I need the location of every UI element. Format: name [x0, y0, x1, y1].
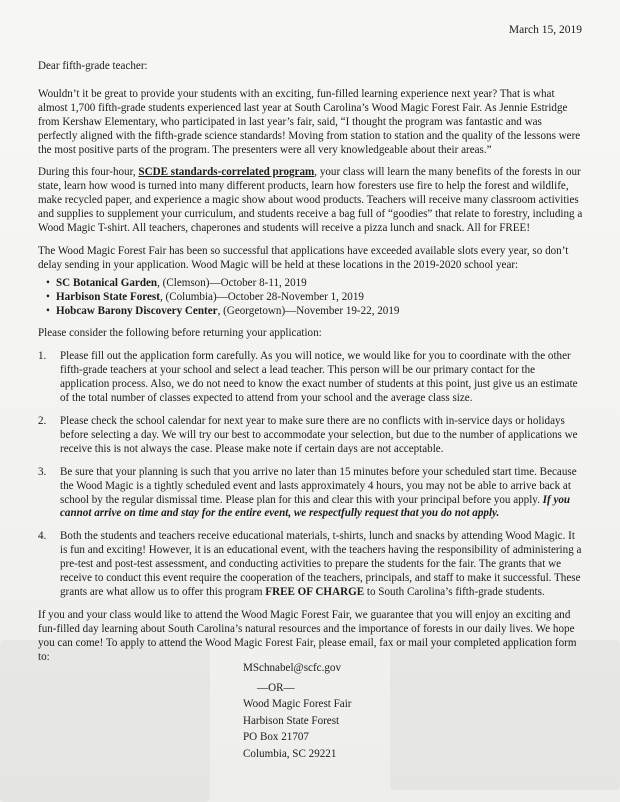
- location-name: Hobcaw Barony Discovery Center: [56, 304, 218, 317]
- address-line: PO Box 21707: [243, 731, 309, 743]
- salutation: Dear fifth-grade teacher:: [38, 60, 148, 72]
- step-text: Please fill out the application form carefully. As you will notice, we would like for you to coordinate with the other fifth-grade teachers at your school and select a lead teacher. This person will be our primary contact for the application process. Also, we do not need to know the exact number of students at this point, just give us an estimate of the total number of classes expected to attend from your school and the average class size.: [60, 350, 578, 405]
- step-item: [38, 466, 584, 522]
- location-detail: , (Clemson)—October 8-11, 2019: [157, 276, 307, 289]
- step-item: [38, 350, 584, 406]
- step-text: Be sure that your planning is such that you arrive no later than 15 minutes before your scheduled start time. Because the Wood Magic is a tightly scheduled event and lasts approximately 4 hours, you may not be able to arrive back at school by the regular dismissal time. Please plan for this and clear this with your principal before you apply.: [60, 465, 577, 506]
- location-item: [46, 291, 584, 305]
- closing-paragraph: If you and your class would like to attend the Wood Magic Forest Fair, we guarantee that you will enjoy an exciting and fun-filled day learning about South Carolina’s natural resources and the importance of forests in our daily lives. We hope you can come! To apply to attend the Wood Magic Forest Fair, please email, fax or mail your completed application form to:: [38, 608, 577, 663]
- program-text-before: During this four-hour,: [38, 166, 139, 179]
- location-detail: , (Columbia)—October 28-November 1, 2019: [159, 290, 364, 303]
- step-item: [38, 530, 584, 600]
- letter-date: March 15, 2019: [508, 24, 582, 36]
- program-text-after: , your class will learn the many benefits of the forests in our state, learn how wood is turned into many different products, learn how foresters use fire to help the forest and wildlife, make recycled paper, and experience a magic show about wood products. Teachers will receive many classroom activities and supplies to supplement your curriculum, and students receive a bag full of “goodies” that relate to forestry, including a Wood Magic T-shirt. All teachers, chaperones and students will receive a pizza lunch and snack. All for FREE!: [38, 166, 583, 235]
- or-separator: —OR—: [257, 681, 295, 694]
- address-line: Harbison State Forest: [243, 714, 340, 727]
- consider-heading: Please consider the following before returning your application:: [38, 326, 322, 339]
- free-of-charge: FREE OF CHARGE: [265, 586, 365, 598]
- location-name: SC Botanical Garden: [56, 276, 158, 289]
- step-number: 4.: [38, 530, 47, 543]
- address-line: Columbia, SC 29221: [243, 747, 337, 760]
- mailing-address: [243, 660, 352, 762]
- program-paragraph: [38, 166, 584, 236]
- standards-link: SCDE standards-correlated program: [138, 166, 315, 179]
- step-emphasis: If you cannot arrive on time and stay for the entire event, we respectfully request that you do not apply.: [60, 493, 571, 520]
- contact-email[interactable]: MSchnabel@scfc.gov: [243, 662, 342, 674]
- locations-intro: The Wood Magic Forest Fair has been so successful that applications have exceeded available slots every year, so don’t delay sending in your application. Wood Magic will be held at these locations in the 2019-2020 school year:: [38, 244, 569, 271]
- location-item: [46, 305, 584, 319]
- step-text: Both the students and teachers receive educational materials, t-shirts, lunch and snacks by attending Wood Magic. It is fun and exciting! However, it is an educational event, with the teachers having the responsibility of administering a pre-test and post-test assessment, and conducting activities to prepare the students for the fair. The grants that we receive to conduct this event require the cooperation of the teachers, principals, and staff to make it successful. These grants are what allow us to offer this program: [60, 530, 582, 598]
- step-item: [38, 415, 584, 457]
- intro-paragraph: Wouldn’t it be great to provide your students with an exciting, fun-filled learning experience next year? That is what almost 1,700 fifth-grade students experienced last year at South Carolina’s Wood Magic Forest Fair. As Jennie Estridge from Kershaw Elementary, who participated in last year’s fair, said, “I thought the program was fantastic and was perfectly aligned with the fifth-grade science standards! Moving from station to station and the quality of the lessons were the most positive parts of the program. The presenters were all very knowledgeable about their areas.”: [38, 87, 581, 156]
- letter-body: [38, 60, 584, 674]
- step-text: Please check the school calendar for next year to make sure there are no conflicts with in-service days or holidays before selecting a day. We will try our best to accommodate your selection, but due to the number of applications we receive this is not always the case. Please make note if certain days are not acceptable.: [60, 415, 578, 455]
- steps-list: [38, 350, 584, 600]
- step-text-after: to South Carolina’s fifth-grade students.: [364, 586, 545, 598]
- locations-list: [38, 277, 584, 319]
- step-number: 1.: [38, 350, 47, 363]
- step-number: 3.: [38, 465, 47, 478]
- step-number: 2.: [38, 415, 47, 428]
- address-line: Wood Magic Forest Fair: [243, 698, 352, 710]
- location-item: [46, 277, 584, 291]
- location-detail: , (Georgetown)—November 19-22, 2019: [217, 304, 400, 317]
- location-name: Harbison State Forest: [56, 290, 160, 303]
